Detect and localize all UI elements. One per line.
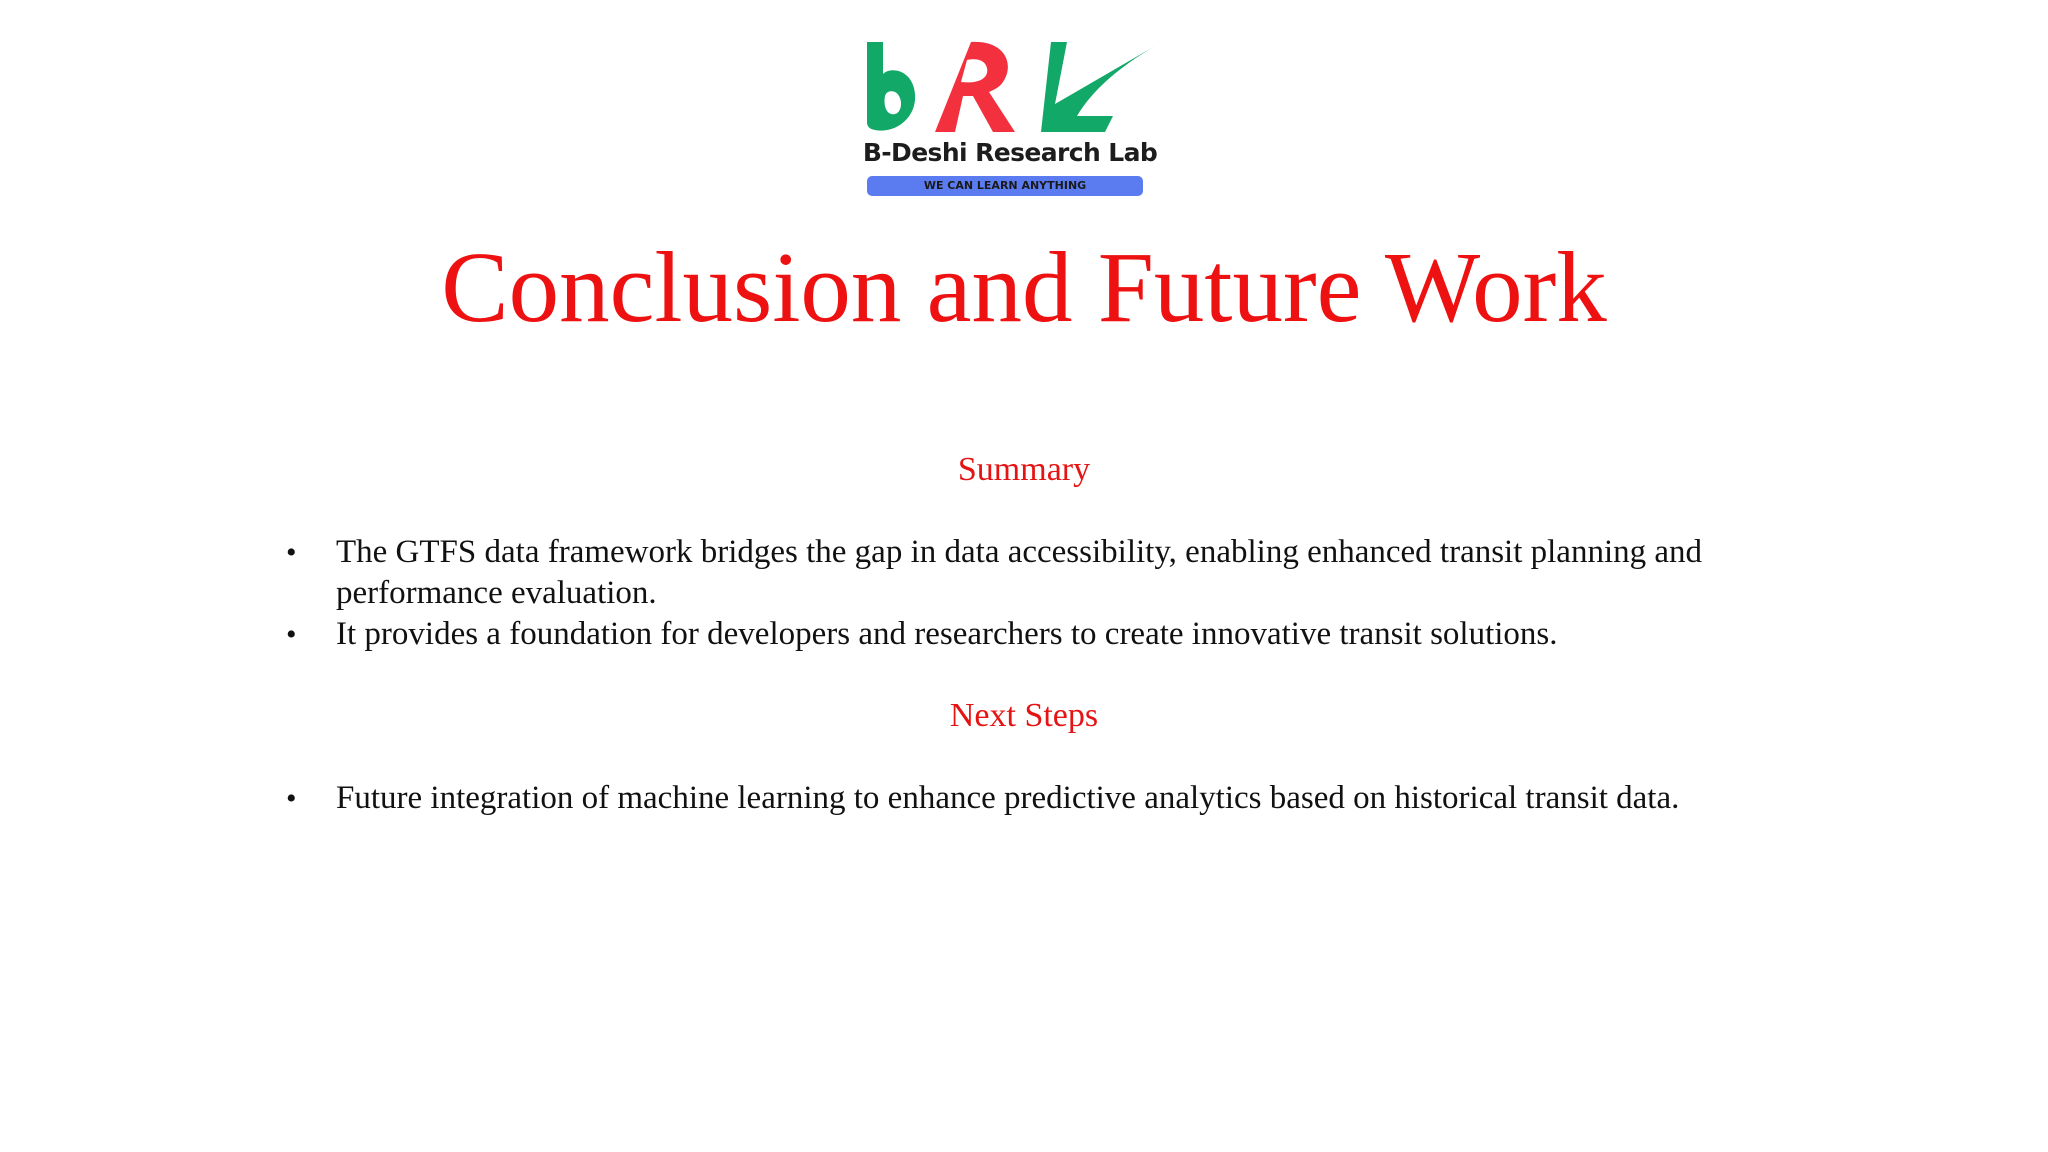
slide-title: Conclusion and Future Work	[441, 231, 1607, 343]
summary-bullet-1	[286, 532, 1786, 614]
logo-letter-r	[935, 42, 1015, 132]
next-steps-bullet-1	[286, 778, 1786, 819]
logo-tagline: WE CAN LEARN ANYTHING	[867, 176, 1143, 196]
brl-logo-mark	[855, 34, 1175, 144]
summary-bullet-list	[286, 532, 1786, 655]
bullet-text: The GTFS data framework bridges the gap in data accessibility, enabling enhanced transit planning and performance evaluation.	[336, 534, 1703, 611]
bullet-dot: •	[286, 782, 297, 815]
brl-logo	[855, 34, 1175, 204]
logo-name: B-Deshi Research Lab	[862, 138, 1158, 167]
bullet-dot: •	[286, 536, 297, 569]
bullet-dot: •	[286, 618, 297, 651]
summary-heading: Summary	[957, 451, 1091, 488]
logo-letter-k	[1041, 42, 1155, 132]
logo-letter-b	[867, 42, 915, 131]
next-steps-heading: Next Steps	[949, 697, 1099, 734]
bullet-text: Future integration of machine learning to enhance predictive analytics based on historical transit data.	[336, 780, 1680, 816]
bullet-text: It provides a foundation for developers and researchers to create innovative transit solutions.	[336, 616, 1558, 652]
summary-bullet-2	[286, 614, 1786, 655]
next-steps-bullet-list	[286, 778, 1786, 819]
